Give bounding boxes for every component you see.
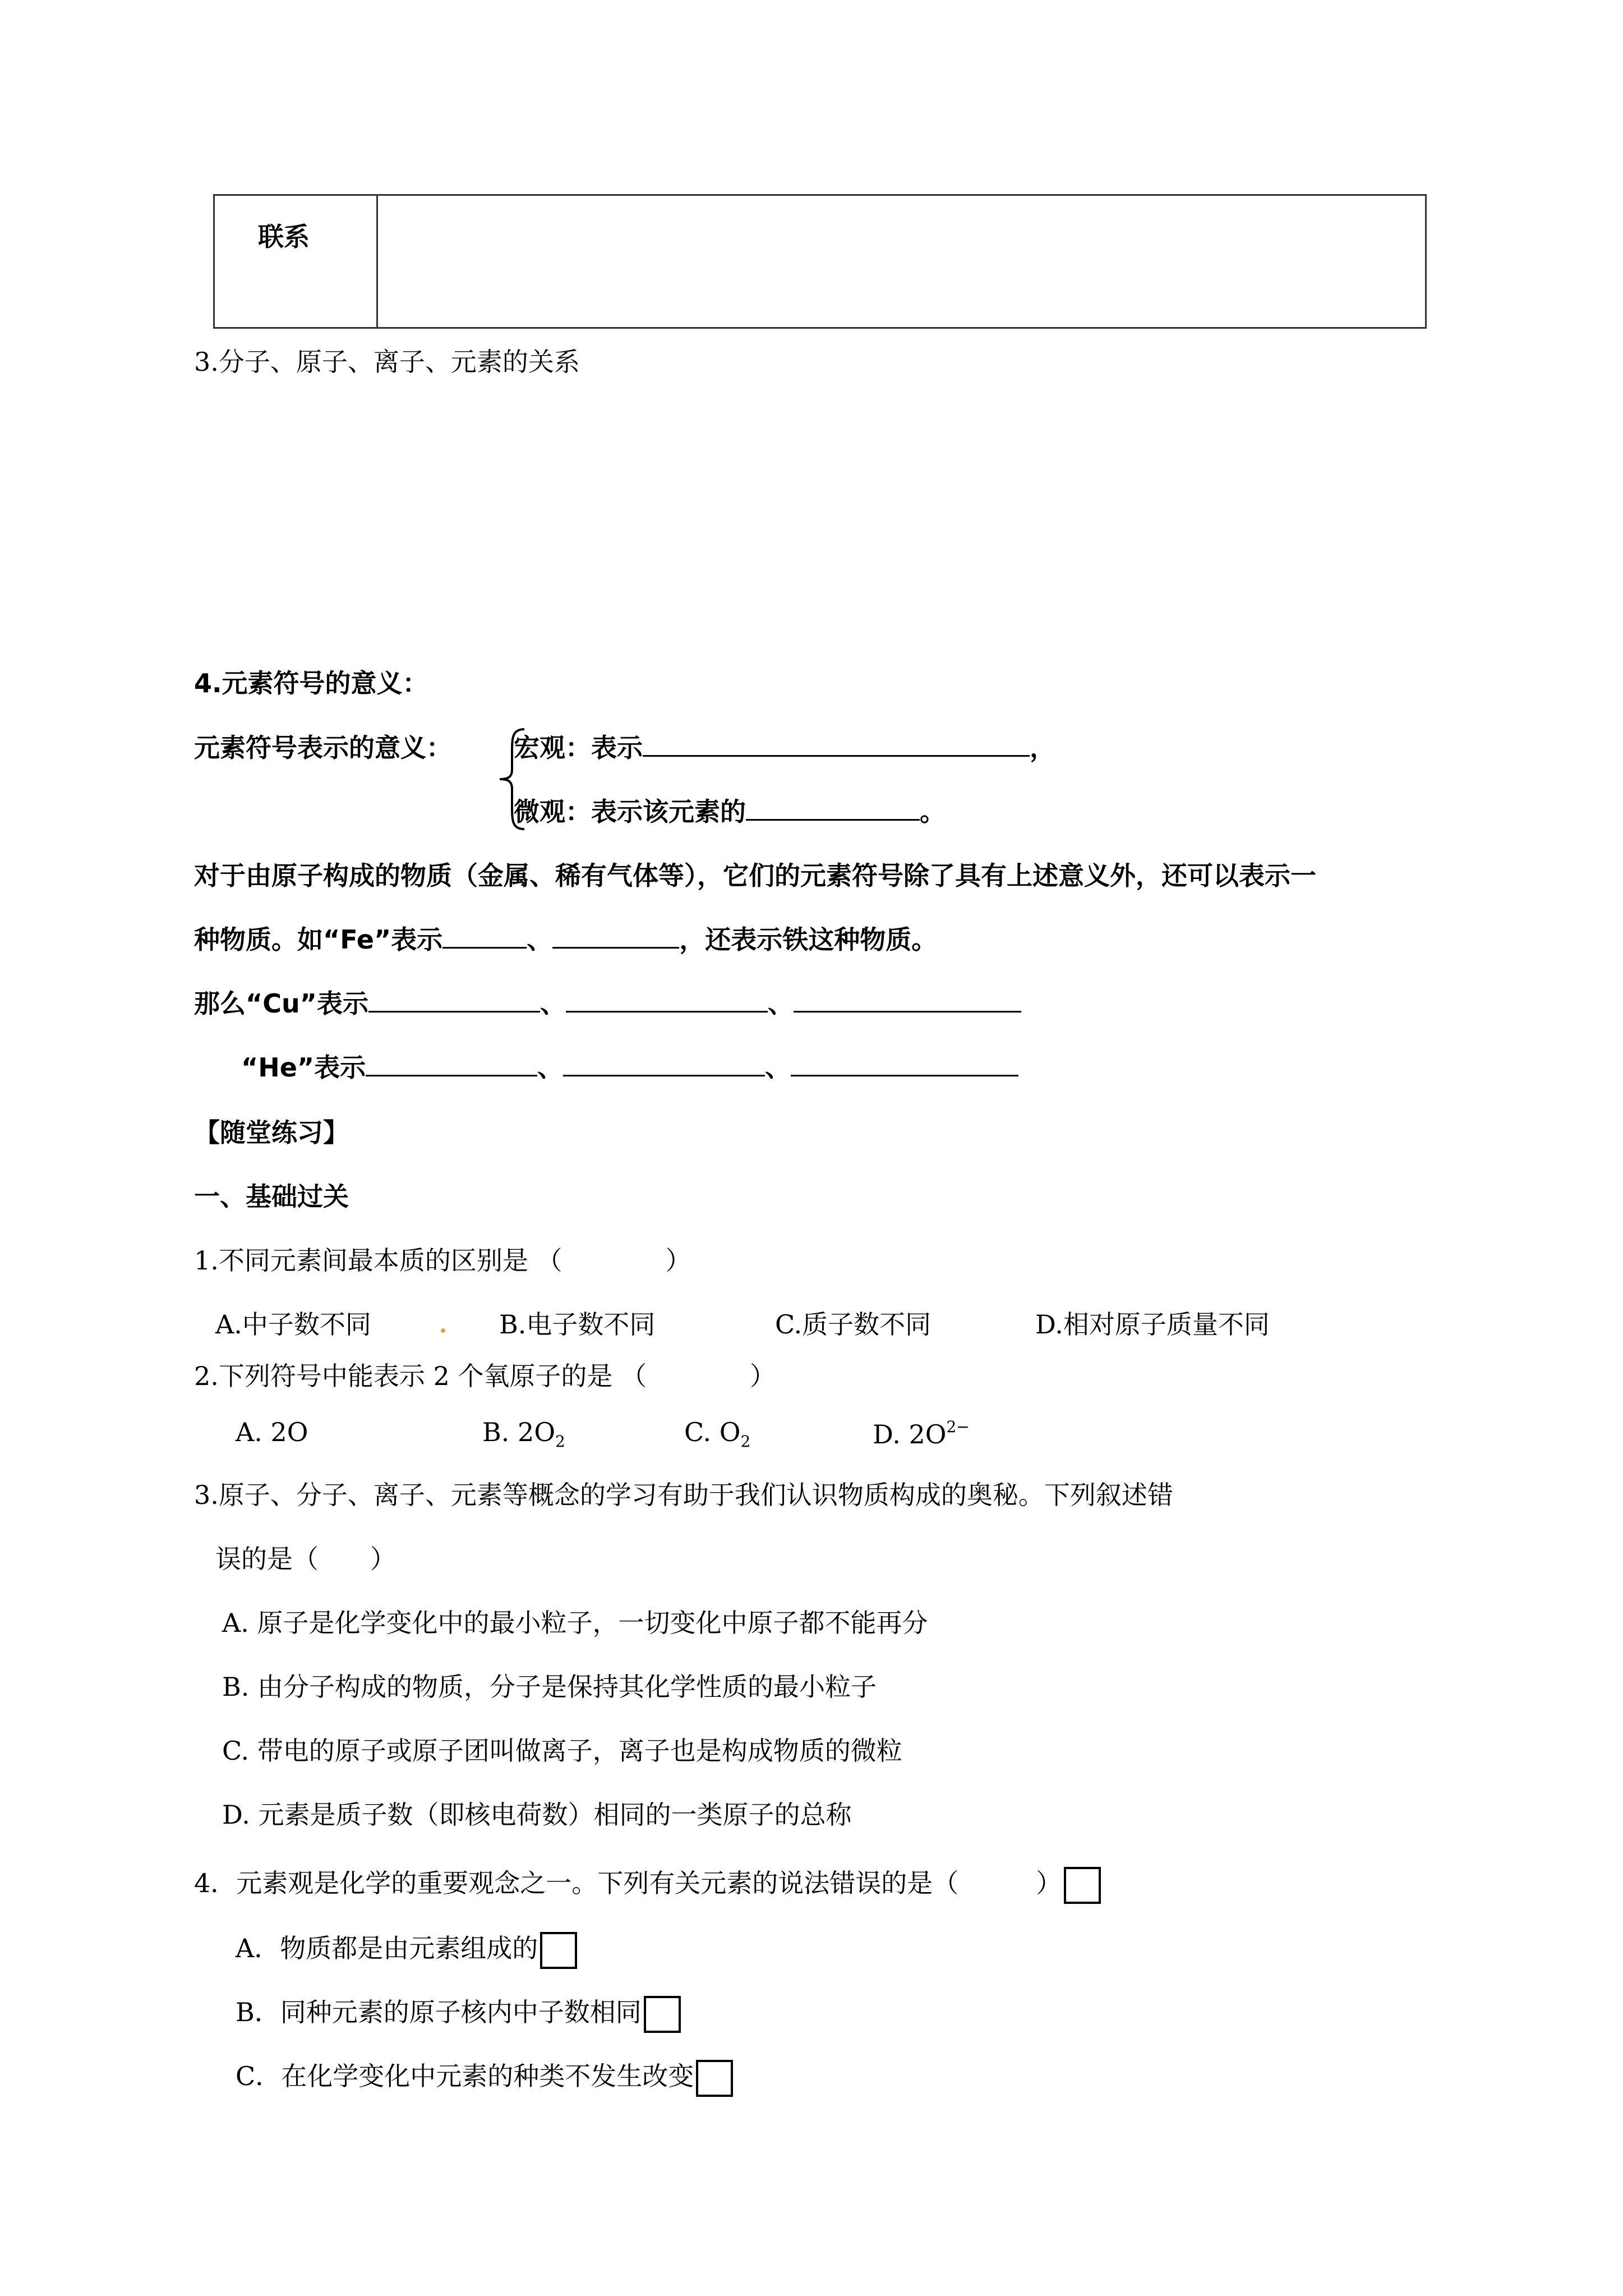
fe-label: 种物质。如“Fe”表示 xyxy=(194,924,443,955)
fe-blank-1[interactable] xyxy=(442,928,527,949)
cu-blank-3[interactable] xyxy=(794,992,1021,1013)
he-sep-1: 、 xyxy=(537,1052,564,1083)
q4-c-text: C．在化学变化中元素的种类不发生改变 xyxy=(236,2061,694,2091)
q3-option-a[interactable]: A. 原子是化学变化中的最小粒子，一切变化中原子都不能再分 xyxy=(222,1608,928,1638)
q2-c-sub: 2 xyxy=(740,1432,751,1451)
q4-stem-checkbox[interactable] xyxy=(1064,1867,1101,1904)
section4-title: 4.元素符号的意义： xyxy=(194,668,428,698)
micro-blank[interactable] xyxy=(746,800,920,821)
q2-option-b[interactable] xyxy=(482,1419,565,1450)
relation-label: 联系 xyxy=(258,222,310,252)
q1-option-b[interactable]: B.电子数不同 xyxy=(499,1309,656,1340)
q2-option-a[interactable]: A. 2O xyxy=(236,1417,308,1447)
cu-label: 那么“Cu”表示 xyxy=(194,988,368,1019)
q1-stem: 1.不同元素间最本质的区别是 （ ） xyxy=(194,1245,691,1276)
section3-title: 3.分子、原子、离子、元素的关系 xyxy=(194,347,580,377)
orange-dot xyxy=(441,1328,445,1333)
q3-option-b[interactable]: B. 由分子构成的物质，分子是保持其化学性质的最小粒子 xyxy=(222,1672,877,1702)
q1-option-c[interactable]: C.质子数不同 xyxy=(775,1309,932,1340)
q4-option-c[interactable] xyxy=(236,2060,733,2097)
q2-d-sup: 2− xyxy=(946,1418,970,1436)
cu-sep-1: 、 xyxy=(540,988,566,1019)
he-blank-3[interactable] xyxy=(791,1056,1018,1076)
q2-option-c[interactable] xyxy=(684,1419,750,1450)
q3-option-c[interactable]: C. 带电的原子或原子团叫做离子，离子也是构成物质的微粒 xyxy=(222,1736,902,1766)
q3-option-d[interactable]: D. 元素是质子数（即核电荷数）相同的一类原子的总称 xyxy=(222,1800,852,1830)
q2-b-sub: 2 xyxy=(555,1432,565,1451)
he-blank-1[interactable] xyxy=(366,1056,537,1076)
q4-a-text: A．物质都是由元素组成的 xyxy=(236,1933,538,1963)
fe-blank-2[interactable] xyxy=(552,928,679,949)
he-line xyxy=(241,1052,1018,1083)
q4-c-checkbox[interactable] xyxy=(696,2060,733,2097)
practice-part1: 一、基础过关 xyxy=(194,1181,349,1212)
q2-b-main: B. 2O xyxy=(482,1417,556,1447)
q4-option-a[interactable] xyxy=(236,1932,577,1969)
q4-stem xyxy=(194,1867,1101,1904)
cu-sep-2: 、 xyxy=(767,988,794,1019)
macro-label: 宏观：表示 xyxy=(514,733,643,763)
q2-option-d[interactable] xyxy=(873,1418,970,1450)
cu-line xyxy=(194,988,1021,1019)
relation-label-cell xyxy=(214,195,377,328)
q1-option-a[interactable]: A.中子数不同 xyxy=(215,1309,371,1340)
q4-stem-text: 4．元素观是化学的重要观念之一。下列有关元素的说法错误的是（ ） xyxy=(194,1868,1062,1898)
para-line1: 对于由原子构成的物质（金属、稀有气体等），它们的元素符号除了具有上述意义外，还可以表示一 xyxy=(194,861,1316,891)
relation-content-cell xyxy=(377,195,1426,328)
q4-b-text: B．同种元素的原子核内中子数相同 xyxy=(236,1997,642,2027)
micro-end: 。 xyxy=(920,797,946,827)
meaning-label: 元素符号表示的意义： xyxy=(194,733,452,763)
q3-stem-line1: 3.原子、分子、离子、元素等概念的学习有助于我们认识物质构成的奥秘。下列叙述错 xyxy=(194,1480,1173,1510)
fe-end: ，还表示铁这种物质。 xyxy=(679,924,938,955)
micro-line xyxy=(514,799,946,825)
q4-a-checkbox[interactable] xyxy=(540,1932,577,1969)
he-blank-2[interactable] xyxy=(563,1056,765,1076)
macro-end: ， xyxy=(1030,733,1055,763)
macro-blank[interactable] xyxy=(643,736,1030,757)
he-sep-2: 、 xyxy=(765,1052,791,1083)
cu-blank-2[interactable] xyxy=(566,992,768,1013)
macro-line xyxy=(514,735,1055,761)
q2-stem: 2.下列符号中能表示 2 个氧原子的是 （ ） xyxy=(194,1361,776,1391)
q2-c-main: C. O xyxy=(684,1417,741,1447)
fe-sep: 、 xyxy=(527,924,553,955)
q3-stem-line2: 误的是（ ） xyxy=(215,1544,396,1574)
para-line2 xyxy=(194,924,938,955)
q4-option-b[interactable] xyxy=(236,1996,681,2033)
q4-b-checkbox[interactable] xyxy=(644,1996,681,2033)
q1-option-d[interactable]: D.相对原子质量不同 xyxy=(1035,1309,1270,1340)
relation-table xyxy=(213,194,1427,329)
he-label: “He”表示 xyxy=(241,1052,366,1083)
cu-blank-1[interactable] xyxy=(368,992,540,1013)
micro-label: 微观：表示该元素的 xyxy=(514,797,746,827)
q2-d-main: D. 2O xyxy=(873,1419,947,1450)
practice-header: 【随堂练习】 xyxy=(194,1117,349,1148)
